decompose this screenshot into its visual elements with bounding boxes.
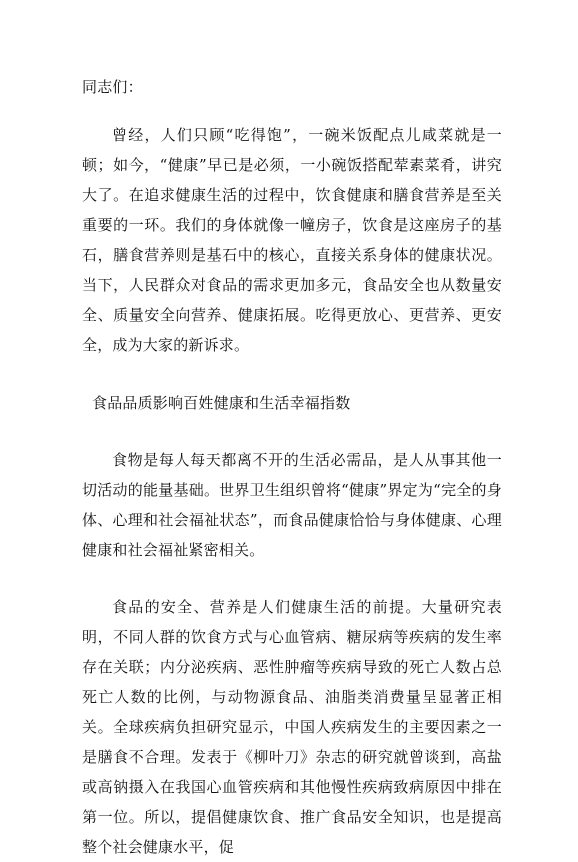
- section-paragraph-1: 食物是每人每天都离不开的生活必需品，是人从事其他一切活动的能量基础。世界卫生组织曾将“健康”界定为“完全的身体、心理和社会福祉状态”，而食品健康恰恰与身体健康、心理健康和社会福祉紧密相关。: [82, 451, 502, 559]
- salutation: 同志们：: [82, 78, 143, 96]
- section-heading: 食品品质影响百姓健康和生活幸福指数: [92, 394, 351, 412]
- section-paragraph-2: 食品的安全、营养是人们健康生活的前提。大量研究表明，不同人群的饮食方式与心血管病、糖尿病等疾病的发生率存在关联；内分泌疾病、恶性肿瘤等疾病导致的死亡人数占总死亡人数的比例，与动物源食品、油脂类消费量呈显著正相关。全球疾病负担研究显示，中国人疾病发生的主要因素之一是膳食不合理。发表于《柳叶刀》杂志的研究就曾谈到，高盐或高钠摄入在我国心血管疾病和其他慢性疾病致病原因中排在第一位。所以，提倡健康饮食、推广食品安全知识，也是提高整个社会健康水平，促: [82, 598, 502, 856]
- intro-paragraph: 曾经，人们只顾“吃得饱”，一碗米饭配点儿咸菜就是一顿；如今，“健康”早已是必须，一小碗饭搭配荤素菜肴，讲究大了。在追求健康生活的过程中，饮食健康和膳食营养是至关重要的一环。我们的身体就像一幢房子，饮食是这座房子的基石，膳食营养则是基石中的核心，直接关系身体的健康状况。当下，人民群众对食品的需求更加多元，食品安全也从数量安全、质量安全向营养、健康拓展。吃得更放心、更营养、更安全，成为大家的新诉求。: [82, 126, 502, 354]
